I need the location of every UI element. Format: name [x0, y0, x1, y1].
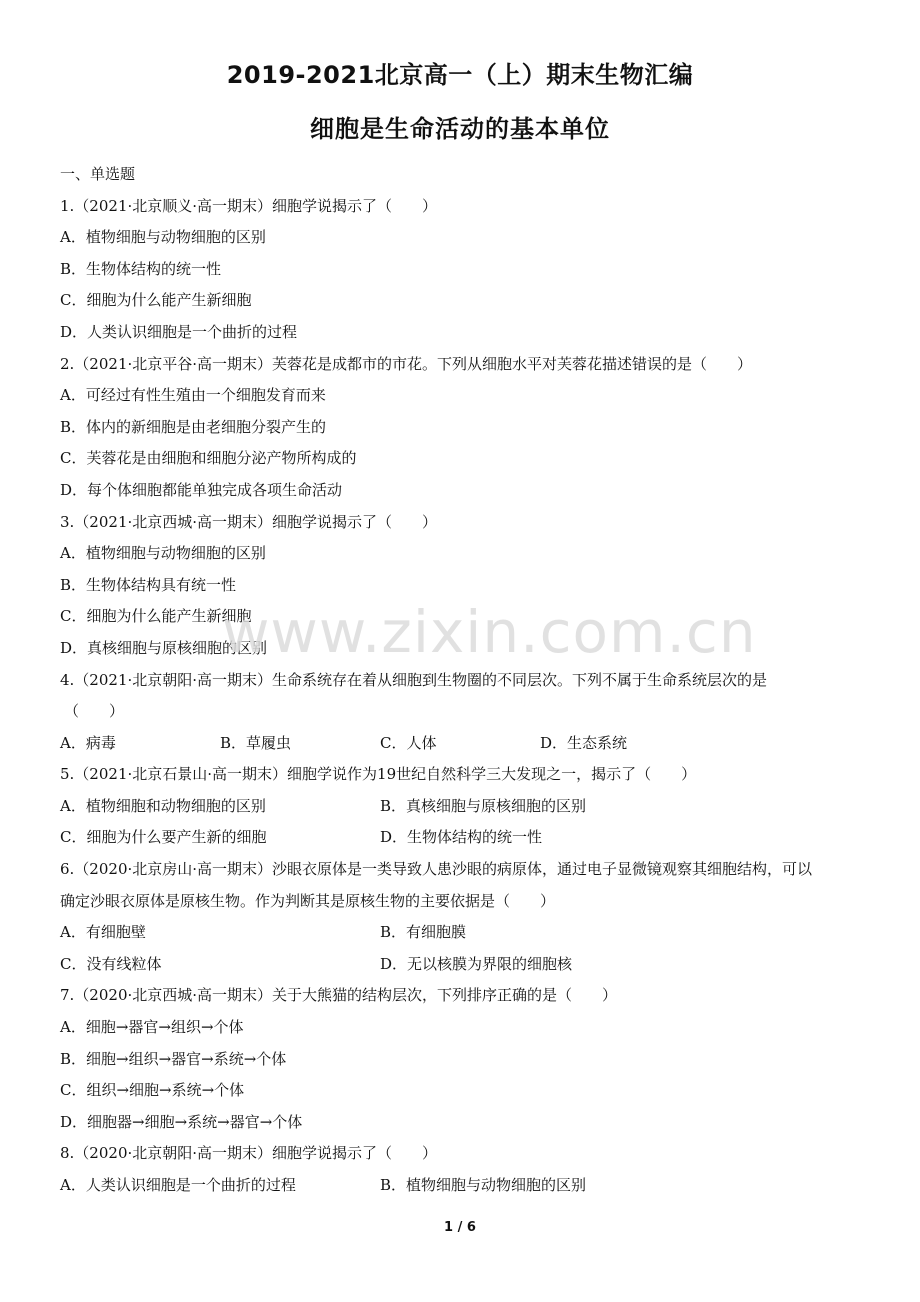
question-stem: 7.（2020·北京西城·高一期末）关于大熊猫的结构层次，下列排序正确的是（ ）: [60, 986, 618, 1005]
option: B．草履虫: [220, 733, 292, 752]
option: C．细胞为什么要产生新的细胞: [60, 828, 267, 847]
option-row: [60, 1170, 870, 1202]
option: A．植物细胞与动物细胞的区别: [60, 544, 266, 563]
option: D．每个体细胞都能单独完成各项生命活动: [60, 480, 343, 499]
option: D．人类认识细胞是一个曲折的过程: [60, 322, 298, 341]
option: D．真核细胞与原核细胞的区别: [60, 638, 268, 657]
option: B．体内的新细胞是由老细胞分裂产生的: [60, 417, 327, 436]
question-list: [60, 159, 870, 1202]
option: C．芙蓉花是由细胞和细胞分泌产物所构成的: [60, 449, 357, 468]
question-stem: 3.（2021·北京西城·高一期末）细胞学说揭示了（ ）: [60, 512, 438, 531]
option: A．病毒: [60, 733, 116, 752]
option: A．有细胞壁: [60, 923, 146, 942]
option: B．有细胞膜: [380, 923, 467, 942]
option: B．生物体结构具有统一性: [60, 575, 237, 594]
option: C．细胞为什么能产生新细胞: [60, 291, 252, 310]
option-row: [60, 791, 870, 823]
question-stem: 4.（2021·北京朝阳·高一期末）生命系统存在着从细胞到生物圈的不同层次。下列不属于生命系统层次的是: [60, 670, 768, 689]
question-stem: 2.（2021·北京平谷·高一期末）芙蓉花是成都市的市花。下列从细胞水平对芙蓉花描述错误的是（ ）: [60, 354, 753, 373]
option: C．组织→细胞→系统→个体: [60, 1081, 245, 1100]
option: B．生物体结构的统一性: [60, 259, 222, 278]
watermark: www.zixin.com.cn: [222, 598, 757, 666]
option-row: [60, 949, 870, 981]
option-row: [60, 728, 870, 760]
option: C．人体: [380, 733, 437, 752]
option: D．无以核膜为界限的细胞核: [380, 954, 573, 973]
option: C．细胞为什么能产生新细胞: [60, 607, 252, 626]
question-stem-continued: （ ）: [64, 702, 125, 721]
question-stem: 1.（2021·北京顺义·高一期末）细胞学说揭示了（ ）: [60, 196, 438, 215]
option: D．细胞器→细胞→系统→器官→个体: [60, 1112, 303, 1131]
option: B．真核细胞与原核细胞的区别: [380, 796, 587, 815]
option: B．植物细胞与动物细胞的区别: [380, 1176, 587, 1194]
document-subtitle: 细胞是生命活动的基本单位: [310, 115, 610, 143]
option: C．没有线粒体: [60, 954, 162, 973]
option: A．细胞→器官→组织→个体: [60, 1018, 244, 1037]
page-number: 1 / 6: [444, 1220, 476, 1235]
option: A．人类认识细胞是一个曲折的过程: [60, 1176, 296, 1194]
option-row: [60, 917, 870, 949]
option-row: [60, 822, 870, 854]
option: A．植物细胞与动物细胞的区别: [60, 228, 266, 247]
option: D．生态系统: [540, 733, 628, 752]
option: D．生物体结构的统一性: [380, 828, 543, 847]
option: B．细胞→组织→器官→系统→个体: [60, 1049, 287, 1068]
question-stem: 8.（2020·北京朝阳·高一期末）细胞学说揭示了（ ）: [60, 1144, 438, 1163]
document-title: 2019-2021北京高一（上）期末生物汇编: [226, 61, 694, 89]
section-heading: 一、单选题: [60, 165, 136, 183]
question-stem: 5.（2021·北京石景山·高一期末）细胞学说作为19世纪自然科学三大发现之一，揭示了（ ）: [60, 765, 697, 784]
question-stem: 6.（2020·北京房山·高一期末）沙眼衣原体是一类导致人患沙眼的病原体，通过电子显微镜观察其细胞结构，可以: [60, 860, 813, 879]
question-stem-continued: 确定沙眼衣原体是原核生物。作为判断其是原核生物的主要依据是（ ）: [60, 891, 556, 910]
option: A．植物细胞和动物细胞的区别: [60, 796, 266, 815]
option: A．可经过有性生殖由一个细胞发育而来: [60, 386, 326, 405]
